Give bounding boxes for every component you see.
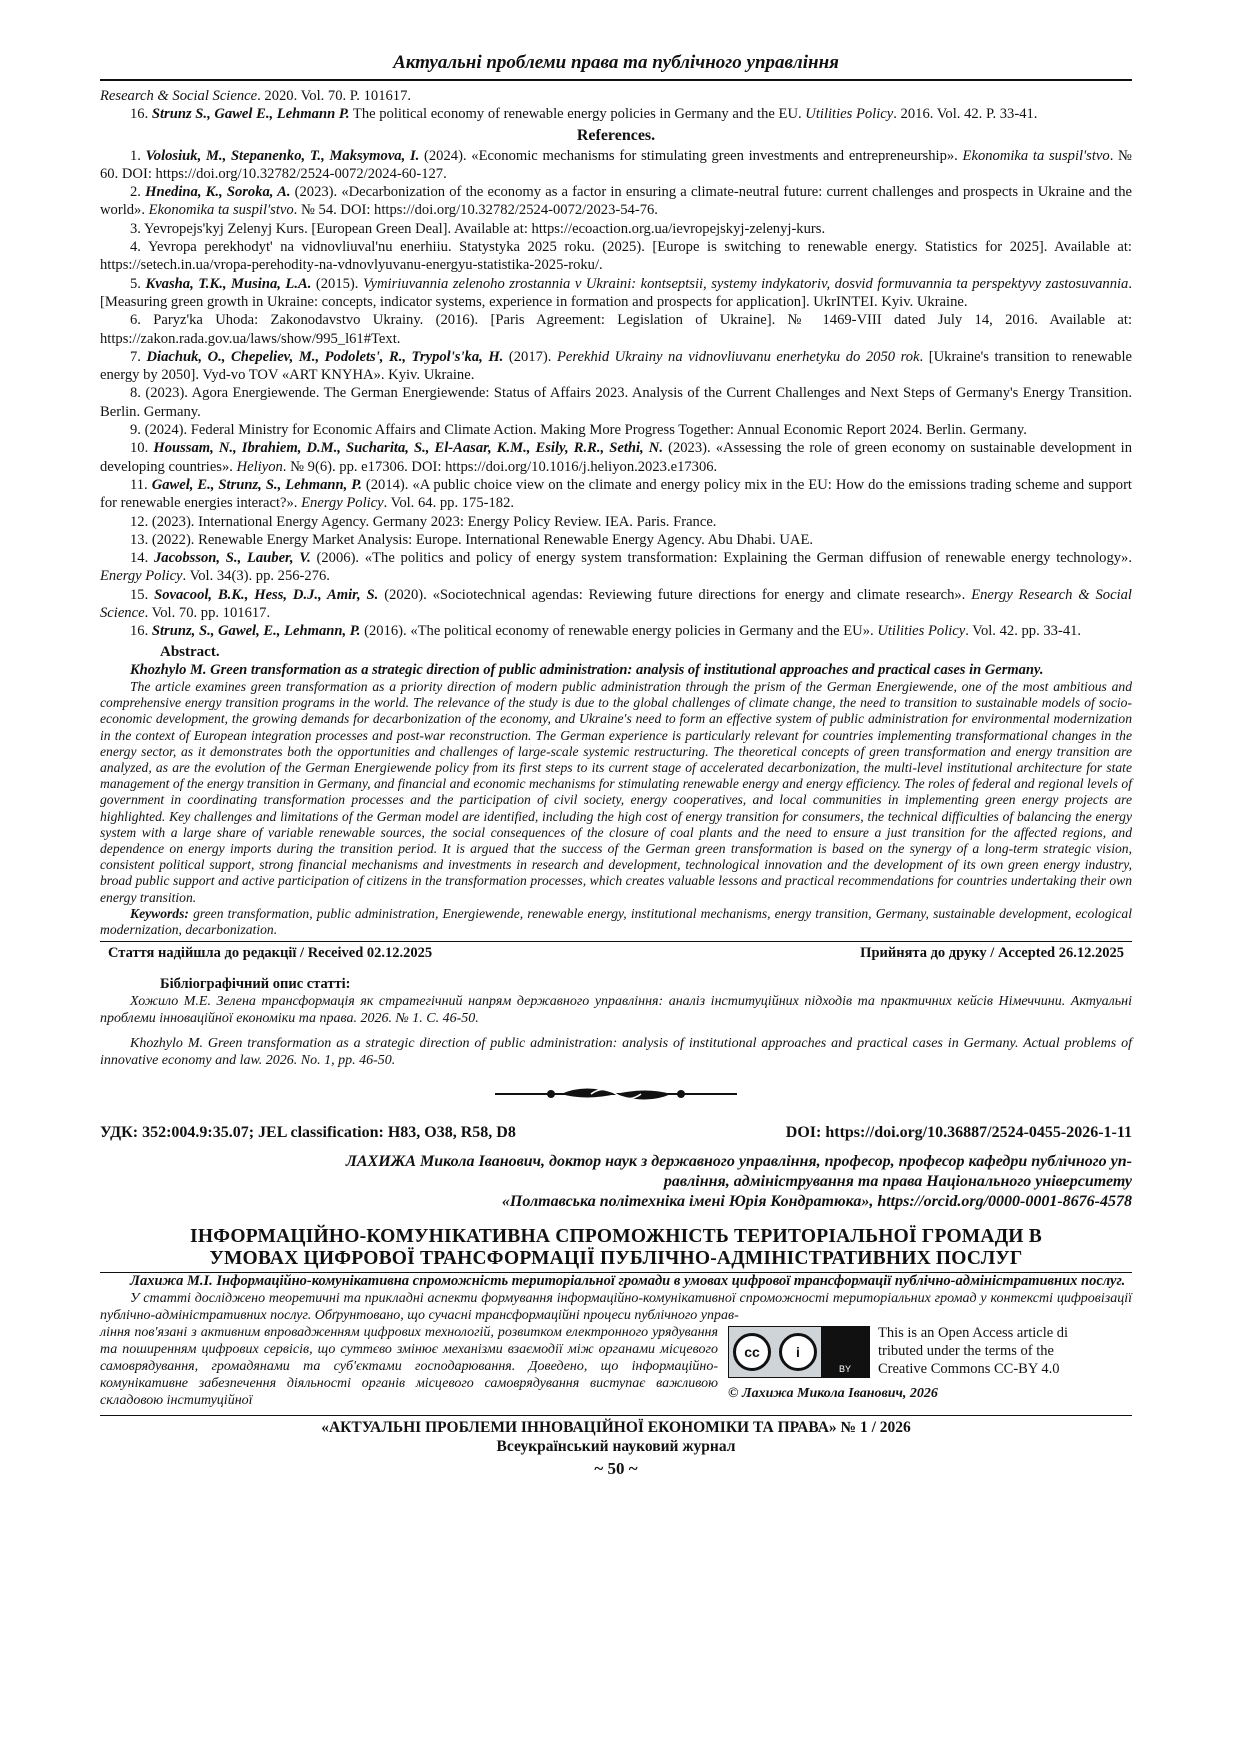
bibliographic-heading: Бібліографічний опис статті:	[160, 976, 351, 993]
oa-line-1: tributed under the terms of the	[878, 1343, 1054, 1360]
page	[100, 52, 1132, 1479]
cc-by-badge[interactable]	[728, 1326, 870, 1378]
reference-item: 4. Yevropa perekhodyt' na vidnovliuval'nu enerhiiu. Statystyka 2025 roku. (2025). [Europe is switching to renewable energy. Statistics for 2025]. Available at: https://setech.in.ua/vropa-perehodity-na-vdnovlyuvanu-energyu-statistika-2025-roku/.	[100, 239, 1132, 274]
reference-item: 7. Diachuk, O., Chepeliev, M., Podolets', R., Trypol's'ka, H. (2017). Perekhid Ukrainy na vidnovliuvanu enerhetyku do 2050 rok. [Ukraine's transition to renewable energy by 2050]. Vyd-vo TOV «ART KNYHA». Kyiv. Ukraine.	[100, 348, 1133, 384]
doi-link[interactable]: DOI: https://doi.org/10.36887/2524-0455-2026-1-11	[785, 1124, 1132, 1142]
open-access-box	[728, 1324, 1132, 1402]
classification-row	[100, 1124, 1132, 1142]
bib-ua: Хожило М.Е. Зелена трансформація як стратегічний напрям державного управління: аналіз інституційних підходів та практичних кейсів Німеччини. Актуальні проблеми інноваційної економіки та права. 2026. № 1. С. 46-50.	[100, 994, 1132, 1027]
dates-row	[100, 941, 1132, 962]
accepted-date: Прийнята до друку / Accepted 26.12.2025	[860, 945, 1124, 962]
reference-item: 2. Hnedina, K., Soroka, A. (2023). «Decarbonization of the economy as a factor in ensuring a climate-neutral future: current challenges and prospects in Ukraine and the world». Ekonomika ta suspil'stvo. № 54. DOI: https://doi.org/10.32782/2524-0072/2023-54-76.	[100, 184, 1132, 219]
author-line-1: равління, адміністрування та права Національного університету	[663, 1173, 1132, 1191]
reference-item: 12. (2023). International Energy Agency. Germany 2023: Energy Policy Review. IEA. Paris. France.	[130, 513, 717, 530]
reference-item: 1. Volosiuk, M., Stepanenko, T., Maksymova, I. (2024). «Economic mechanisms for stimulating green investments and entrepreneurship». Ekonomika ta suspil'stvo. № 60. DOI: https://doi.org/10.32782/2524-0072/2024-60-127.	[100, 147, 1132, 182]
wrapped-section	[100, 1324, 1132, 1409]
copyright: © Лахижа Микола Іванович, 2026	[728, 1386, 938, 1402]
prev-ref-1: 16. Strunz S., Gawel E., Lehmann P. The political economy of renewable energy policies in Germany and the EU. Utilities Policy. 2016. Vol. 42. P. 33-41.	[130, 106, 1038, 123]
abstract-body: The article examines green transformation as a priority direction of modern public administration through the prism of the German Energiewende, one of the most ambitious and comprehensive energy transition programs in the world. The relevance of the study is due to the global challenges of climate change, the need to transition to sustainable models of socio-economic development, the growing demands for decarbonization of the economy, and Ukraine's need to form an effective system of public administration for environmental modernization in the context of European integration processes and post-war reconstruction. The German experience is particularly relevant for countries implementing transformational changes in the energy sector, as it demonstrates both the opportunities and challenges of large-scale systemic restructuring. The theoretical concepts of green transformation and energy transition are analyzed, as are the evolution of the German Energiewende policy from its first steps to its current stage of accelerated decarbonization, the multi-level institutional architecture for state management of the energy transition in Germany, and financial and economic mechanisms for stimulating renewable energy and energy efficiency. The roles of federal and regional levels of government in coordinating transformation processes and the participation of civil society, energy cooperatives, and local communities in implementing green energy projects are highlighted. Key challenges and limitations of the German model are identified, including the high cost of energy transition for consumers, the technical difficulties of balancing the energy system with a large share of variable renewable sources, the social consequences of the closure of coal plants and the need to ensure a just transition for the affected regions, and dependence on energy imports during the transition period. It is argued that the success of the German green transformation is based on the synergy of a long-term strategic vision, consistent political support, strong financial mechanisms and investments in research and development, technological innovation and the development of its own green energy industry, broad public support and active participation of citizens in the transformation processes, which creates valuable lessons and practical recommendations for countries undertaking their own energy transition.	[100, 678, 1132, 905]
article-title-line-1: УМОВАХ ЦИФРОВОЇ ТРАНСФОРМАЦІЇ ПУБЛІЧНО-АДМІНІСТРАТИВНИХ ПОСЛУГ	[209, 1248, 1023, 1270]
reference-item: 6. Paryz'ka Uhoda: Zakonodavstvo Ukrainy. (2016). [Paris Agreement: Legislation of Ukraine]. № 1469-VIII dated July 14, 2016. Available at: https://zakon.rada.gov.ua/laws/show/995_l61#Text.	[100, 312, 1132, 347]
keywords-text: green transformation, public administration, Energiewende, renewable energy, institutional mechanisms, energy transition, Germany, sustainable development, ecological modernization, decarbonization.	[100, 905, 1132, 937]
reference-item: 11. Gawel, E., Strunz, S., Lehmann, P. (2014). «A public choice view on the climate and energy policy mix in the EU: How do the emissions trading scheme and support for renewable energies interact?». Energy Policy. Vol. 64. pp. 175-182.	[100, 476, 1132, 512]
keywords-label: Keywords:	[130, 905, 189, 921]
journal-footer	[100, 1415, 1132, 1456]
ua-abstract-wrap: ління пов'язані з активним впровадженням цифрових технологій, розвитком електронного урядування та поширенням цифрових сервісів, що суттєво змінює механізми взаємодії між органами місцевого самоврядування, громадянами та суб'єктами господарювання. Доведено, що інформаційно-комунікативне забезпечення діяльності органів місцевого самоврядування виступає важливою складовою інституційної	[100, 1325, 718, 1409]
bib-en: Khozhylo M. Green transformation as a strategic direction of public administration: analysis of institutional approaches and practical cases in Germany. Actual problems of innovative economy and law. 2026. No. 1, pp. 46-50.	[100, 1036, 1132, 1069]
reference-item: 14. Jacobsson, S., Lauber, V. (2006). «The politics and policy of energy system transformation: Explaining the German diffusion of renewable energy technology». Energy Policy. Vol. 34(3). pp. 256-276.	[100, 550, 1133, 585]
person-icon: i	[779, 1333, 817, 1371]
running-head: Актуальні проблеми права та публічного управління	[100, 52, 1132, 81]
received-date: Стаття надійшла до редакції / Received 02.12.2025	[108, 945, 433, 962]
journal-name: «АКТУАЛЬНІ ПРОБЛЕМИ ІННОВАЦІЙНОЇ ЕКОНОМІКИ ТА ПРАВА» № 1 / 2026	[321, 1419, 911, 1437]
open-access-text	[870, 1324, 1068, 1378]
cc-by-label: BY	[821, 1327, 869, 1377]
abstract-keywords	[100, 906, 1132, 938]
reference-item: 5. Kvasha, T.K., Musina, L.A. (2015). Vymiriuvannia zelenoho zrostannia v Ukraini: kontseptsii, systemy indykatoriv, dosvid formuvannia ta perspektyvy zastosuvannia. [Measuring green growth in Ukraine: concepts, indicator systems, experience in formation and prospects for application]. UkrINTEI. Kyiv. Ukraine.	[100, 275, 1133, 310]
author-block	[100, 1152, 1132, 1212]
reference-item: 10. Houssam, N., Ibrahiem, D.M., Sucharita, S., El-Aasar, K.M., Esily, R.R., Sethi, N. (2023). «Assessing the role of green economy on sustainable development in developing countries». Heliyon. № 9(6). pp. e17306. DOI: https://doi.org/10.1016/j.heliyon.2023.e17306.	[100, 440, 1132, 475]
previous-references	[100, 87, 1132, 124]
author-line-2: «Полтавська політехніка імені Юрія Кондратюка», https://orcid.org/0000-0001-8676-4578	[501, 1193, 1132, 1211]
reference-item: 16. Strunz, S., Gawel, E., Lehmann, P. (2016). «The political economy of renewable energy policies in Germany and the EU». Utilities Policy. Vol. 42. pp. 33-41.	[130, 623, 1082, 640]
ornament-divider	[100, 1083, 1132, 1110]
reference-item: 9. (2024). Federal Ministry for Economic Affairs and Climate Action. Making More Progress Together: Annual Economic Report 2024. Berlin. Germany.	[130, 422, 1027, 439]
udk-code: УДК: 352:004.9:35.07; JEL classification: H83, O38, R58, D8	[100, 1124, 516, 1142]
ua-abstract-title: Лахижа М.І. Інформаційно-комунікативна спроможність територіальної громади в умовах цифрової трансформації публічно-адміністративних послуг.	[130, 1273, 1126, 1290]
journal-subtitle: Всеукраїнський науковий журнал	[496, 1438, 736, 1456]
reference-item: 3. Yevropejs'kyj Zelenyj Kurs. [European Green Deal]. Available at: https://ecoaction.org.ua/ievropejskyj-zelenyj-kurs.	[130, 220, 826, 237]
prev-ref-0: Research & Social Science. 2020. Vol. 70. P. 101617.	[100, 88, 412, 104]
references-list	[100, 147, 1132, 641]
reference-item: 8. (2023). Agora Energiewende. The German Energiewende: Status of Affairs 2023. Analysis of the Current Challenges and Next Steps of Germany's Energy Transition. Berlin. Germany.	[100, 385, 1132, 420]
oa-line-2: Creative Commons CC-BY 4.0	[878, 1361, 1060, 1378]
references-heading: References.	[576, 126, 656, 144]
reference-item: 15. Sovacool, B.K., Hess, D.J., Amir, S. (2020). «Sociotechnical agendas: Reviewing future directions for energy and climate research». Energy Research & Social Science. Vol. 70. pp. 101617.	[100, 586, 1132, 622]
ua-abstract-lead: У статті досліджено теоретичні та прикладні аспекти формування інформаційно-комунікативної спроможності територіальних громад у контексті цифровізації публічно-адміністративних послуг. Обґрунтовано, що сучасні трансформаційні процеси публічного управ-	[100, 1291, 1132, 1324]
oa-line-0: This is an Open Access article di	[878, 1325, 1069, 1342]
cc-icon: cc	[733, 1333, 771, 1371]
author-line-0: ЛАХИЖА Микола Іванович, доктор наук з державного управління, професор, професор кафедри публічного уп-	[345, 1153, 1132, 1171]
page-number: ~ 50 ~	[594, 1459, 638, 1479]
article-title	[100, 1226, 1132, 1273]
abstract-title: Khozhylo M. Green transformation as a strategic direction of public administration: analysis of institutional approaches and practical cases in Germany.	[130, 661, 1044, 678]
abstract-heading: Abstract.	[160, 643, 220, 660]
article-title-line-0: ІНФОРМАЦІЙНО-КОМУНІКАТИВНА СПРОМОЖНІСТЬ ТЕРИТОРІАЛЬНОЇ ГРОМАДИ В	[190, 1226, 1042, 1248]
reference-item: 13. (2022). Renewable Energy Market Analysis: Europe. International Renewable Energy Agency. Abu Dhabi. UAE.	[130, 531, 814, 548]
